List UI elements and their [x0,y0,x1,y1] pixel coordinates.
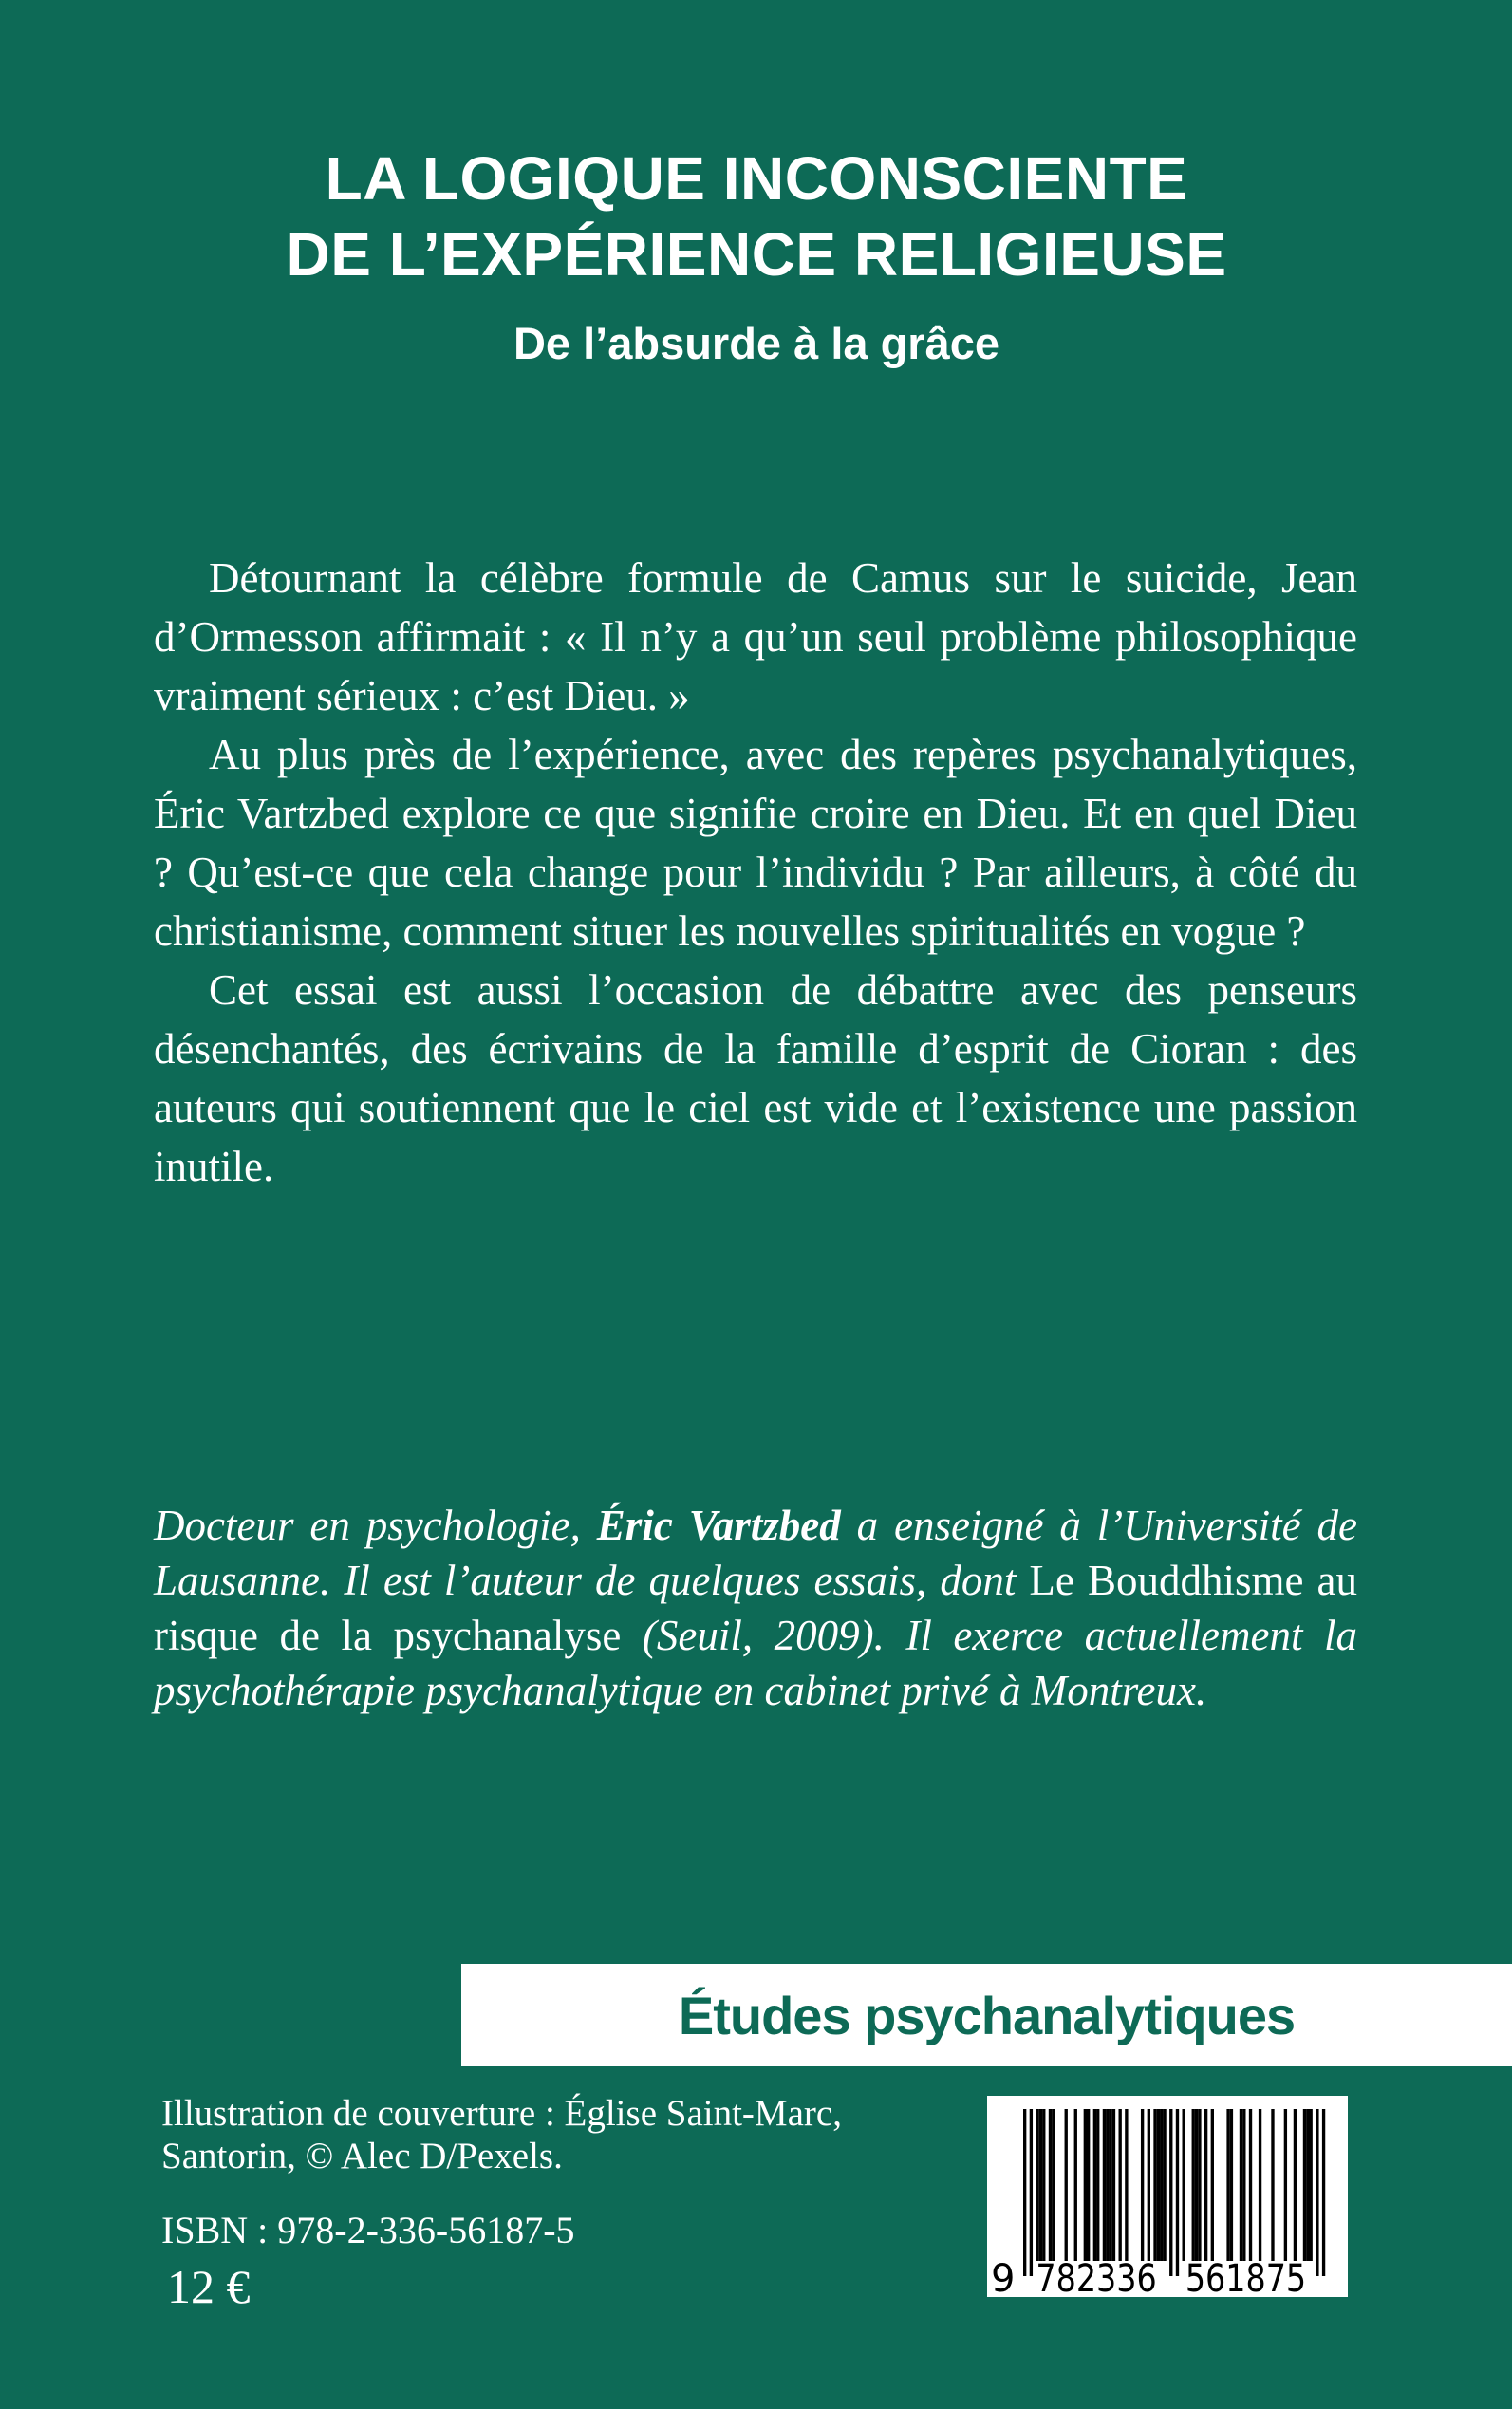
author-bio-paragraph [154,1498,1357,1718]
cover-illustration-credit [161,2092,842,2177]
isbn-line: ISBN : 978-2-336-56187-5 [161,2209,575,2251]
synopsis-block [154,549,1357,1196]
barcode [987,2096,1348,2297]
book-subtitle: De l’absurde à la grâce [513,318,1000,368]
author-bio [154,1498,1357,1718]
synopsis-paragraph-3: Cet essai est aussi l’occasion de débattre avec des penseurs désenchantés, des écrivains de la famille d’esprit de Cioran : des auteurs qui soutiennent que le ciel est vide et l’existence une passion inutile. [154,966,1357,1190]
barcode-svg [987,2096,1348,2297]
bio-segment: a enseigné à l’Université de Lausanne. Il est l’auteur de quelques essais, dont [154,1502,1358,1604]
book-title-line2: DE L’EXPÉRIENCE RELIGIEUSE [286,220,1227,289]
credit-line1: Illustration de couverture : Église Saint-Marc, [161,2093,842,2134]
barcode-digits: 9 [991,2257,1016,2297]
price-label: 12 € [167,2260,251,2313]
credit-line2: Santorin, © Alec D/Pexels. [161,2136,563,2176]
bio-segment: Le Bouddhisme au risque de la psychanalyse [154,1557,1357,1659]
synopsis-paragraph-1: Détournant la célèbre formule de Camus sur le suicide, Jean d’Ormesson affirmait : « Il n’y a qu’un seul problème philosophique vraiment sérieux : c’est Dieu. » [154,554,1357,719]
bio-segment: (Seuil, 2009). Il exerce actuellement la psychothérapie psychanalytique en cabinet privé à Montreux. [154,1612,1358,1714]
collection-name: Études psychanalytiques [678,1985,1296,2045]
bio-segment: Docteur en psychologie, [154,1502,597,1549]
book-title-line1: LA LOGIQUE INCONSCIENTE [325,144,1188,213]
title-block [154,140,1359,368]
synopsis-paragraph-2: Au plus près de l’expérience, avec des repères psychanalytiques, Éric Vartzbed explore ce que signifie croire en Dieu. Et en quel Dieu ? Qu’est-ce que cela change pour l’individu ? Par ailleurs, à côté du christianisme, comment situer les nouvelles spiritualités en vogue ? [154,731,1357,955]
barcode-digits: 561875 [1185,2257,1307,2297]
bio-segment: Éric Vartzbed [596,1502,841,1549]
collection-band [461,1964,1512,2066]
barcode-digits: 782336 [1036,2257,1157,2297]
